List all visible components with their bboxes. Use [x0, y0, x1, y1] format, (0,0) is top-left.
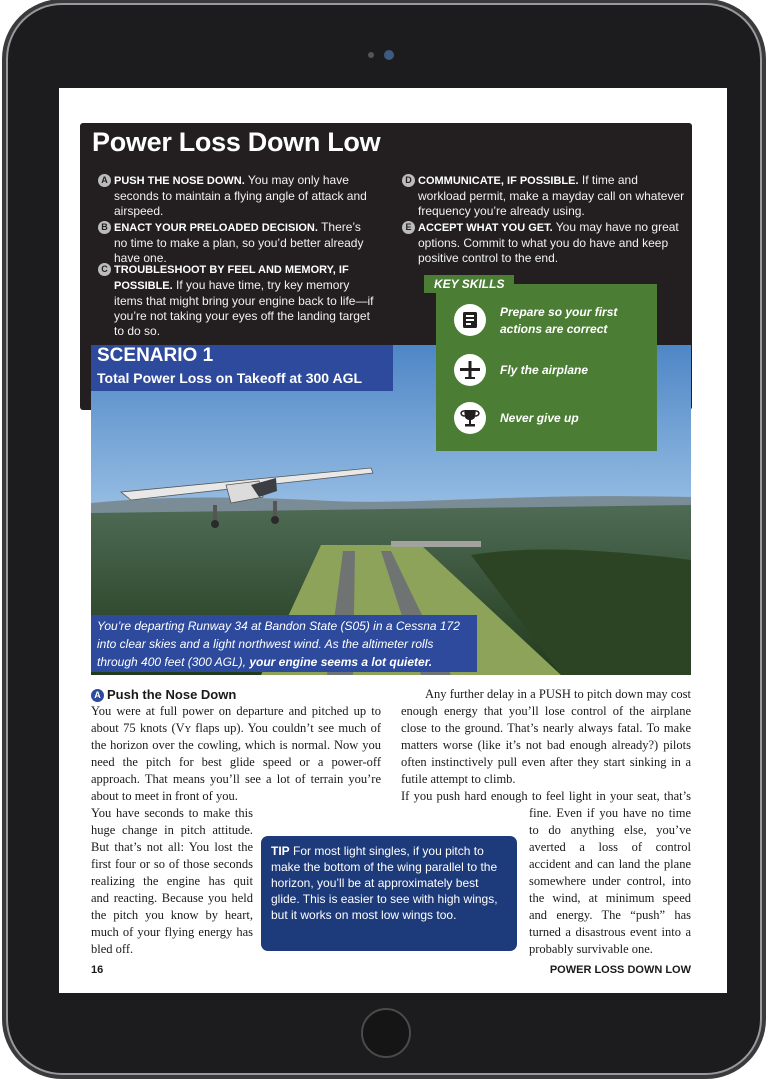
step-body: You may have no great options. Commit to what you do have and keep positive control to the end. — [418, 220, 679, 265]
step-badge: D — [402, 174, 415, 187]
step-body: If you have time, try key memory items that might bring your engine back to life—if you’re not taking your eyes off the landing target to do so. — [114, 278, 374, 338]
key-skills-box — [434, 277, 657, 451]
sensor-dot — [368, 52, 374, 58]
camera-icon — [384, 50, 394, 60]
tip-label: TIP — [271, 844, 290, 858]
key-skill-text: Prepare so your first actions are correct — [500, 305, 618, 336]
airplane-icon — [454, 354, 486, 386]
step-badge: C — [98, 263, 111, 276]
scenario-banner — [91, 345, 393, 391]
step-heading: ENACT YOUR PRELOADED DECISION. — [114, 222, 318, 234]
step-heading: PUSH THE NOSE DOWN. — [114, 175, 245, 187]
caption-text: You’re departing Runway 34 at Bandon State (S05) in a Cessna 172 into clear skies and a light northwest wind. As the altimeter rolls through 400 feet (300 AGL), — [97, 619, 460, 669]
photo-caption — [91, 615, 477, 672]
paragraph: You were at full power on departure and pitched up to about 75 knots (Vʏ flaps up). You couldn’t see much of the horizon over the cowling, which is normal. Now you need the pitch for best glide speed or a power-off approach. That means you’ll see a lot of terrain you’re about to meet in front of you. — [91, 704, 381, 803]
step-badge: B — [98, 221, 111, 234]
scenario-title: SCENARIO 1 — [97, 345, 214, 366]
step-body: There’s no time to make a plan, so you’d better already have one. — [114, 220, 364, 265]
tip-text: For most light singles, if you pitch to make the bottom of the wing parallel to the horizon, you’ll be at approximately best glide. This is easier to see with high wings, but it works on most low wings too. — [271, 844, 498, 922]
step-e — [402, 220, 686, 266]
paragraph-text: If you push hard enough to feel light in your seat, that’s fine. Even if you have no time to do anything else, you’ve averted a loss of control accident and can land the plane somewhere under control, into the wind, at minimum speed and energy. The “push” has turned a disastrous event into a probably survivable one. — [401, 789, 691, 956]
tablet-frame — [6, 3, 762, 1075]
tip-box — [261, 836, 517, 951]
key-skill-item — [454, 354, 654, 390]
step-heading: COMMUNICATE, IF POSSIBLE. — [418, 175, 579, 187]
checklist-icon — [454, 304, 486, 336]
key-skill-item — [454, 402, 654, 438]
step-heading: ACCEPT WHAT YOU GET. — [418, 222, 553, 234]
trophy-icon — [454, 402, 486, 434]
key-skill-item — [454, 304, 654, 340]
key-skills-label: KEY SKILLS — [424, 275, 514, 293]
section-badge: A — [91, 689, 104, 702]
step-body: If time and workload permit, make a mayday call on whatever frequency you’re already using. — [418, 173, 685, 218]
steps-column-left — [98, 173, 374, 339]
step-d — [402, 173, 686, 220]
scenario-subtitle: Total Power Loss on Takeoff at 300 AGL — [97, 370, 363, 386]
section-heading-text: Push the Nose Down — [107, 687, 237, 702]
step-badge: A — [98, 174, 111, 187]
section-heading — [91, 686, 381, 703]
page-screen[interactable] — [59, 88, 727, 993]
caption-emphasis: your engine seems a lot quieter. — [249, 655, 433, 669]
steps-column-right — [402, 173, 686, 266]
step-c — [98, 262, 374, 339]
hangars — [391, 541, 481, 547]
page-title: Power Loss Down Low — [92, 127, 381, 157]
key-skill-text: Never give up — [500, 411, 579, 425]
step-b — [98, 220, 374, 265]
paragraph-text: You have seconds to make this huge change in pitch attitude. But that’s not all: You lost the first four or so of those seconds realizing the engine has quit and reacting. Because you held the pitch you know by heart, much of your flying energy has bled off. — [91, 806, 253, 956]
home-button[interactable] — [361, 1008, 411, 1058]
paragraph: Any further delay in a PUSH to pitch down may cost enough energy that you’ll lose control of the airplane close to the ground. That’s nearly always fatal. To make matters worse (like it’s not bad enough already?) pilots often instinctively pull even after they start sinking in a futile attempt to climb. — [401, 687, 691, 786]
key-skill-text: Fly the airplane — [500, 363, 589, 377]
step-badge: E — [402, 221, 415, 234]
page-number: 16 — [91, 964, 104, 976]
step-body: You may only have seconds to maintain a flying angle of attack and airspeed. — [114, 173, 367, 218]
step-heading: TROUBLESHOOT BY FEEL AND MEMORY, IF POSSIBLE. — [114, 264, 349, 292]
step-a — [98, 173, 374, 220]
running-title: POWER LOSS DOWN LOW — [549, 964, 691, 976]
